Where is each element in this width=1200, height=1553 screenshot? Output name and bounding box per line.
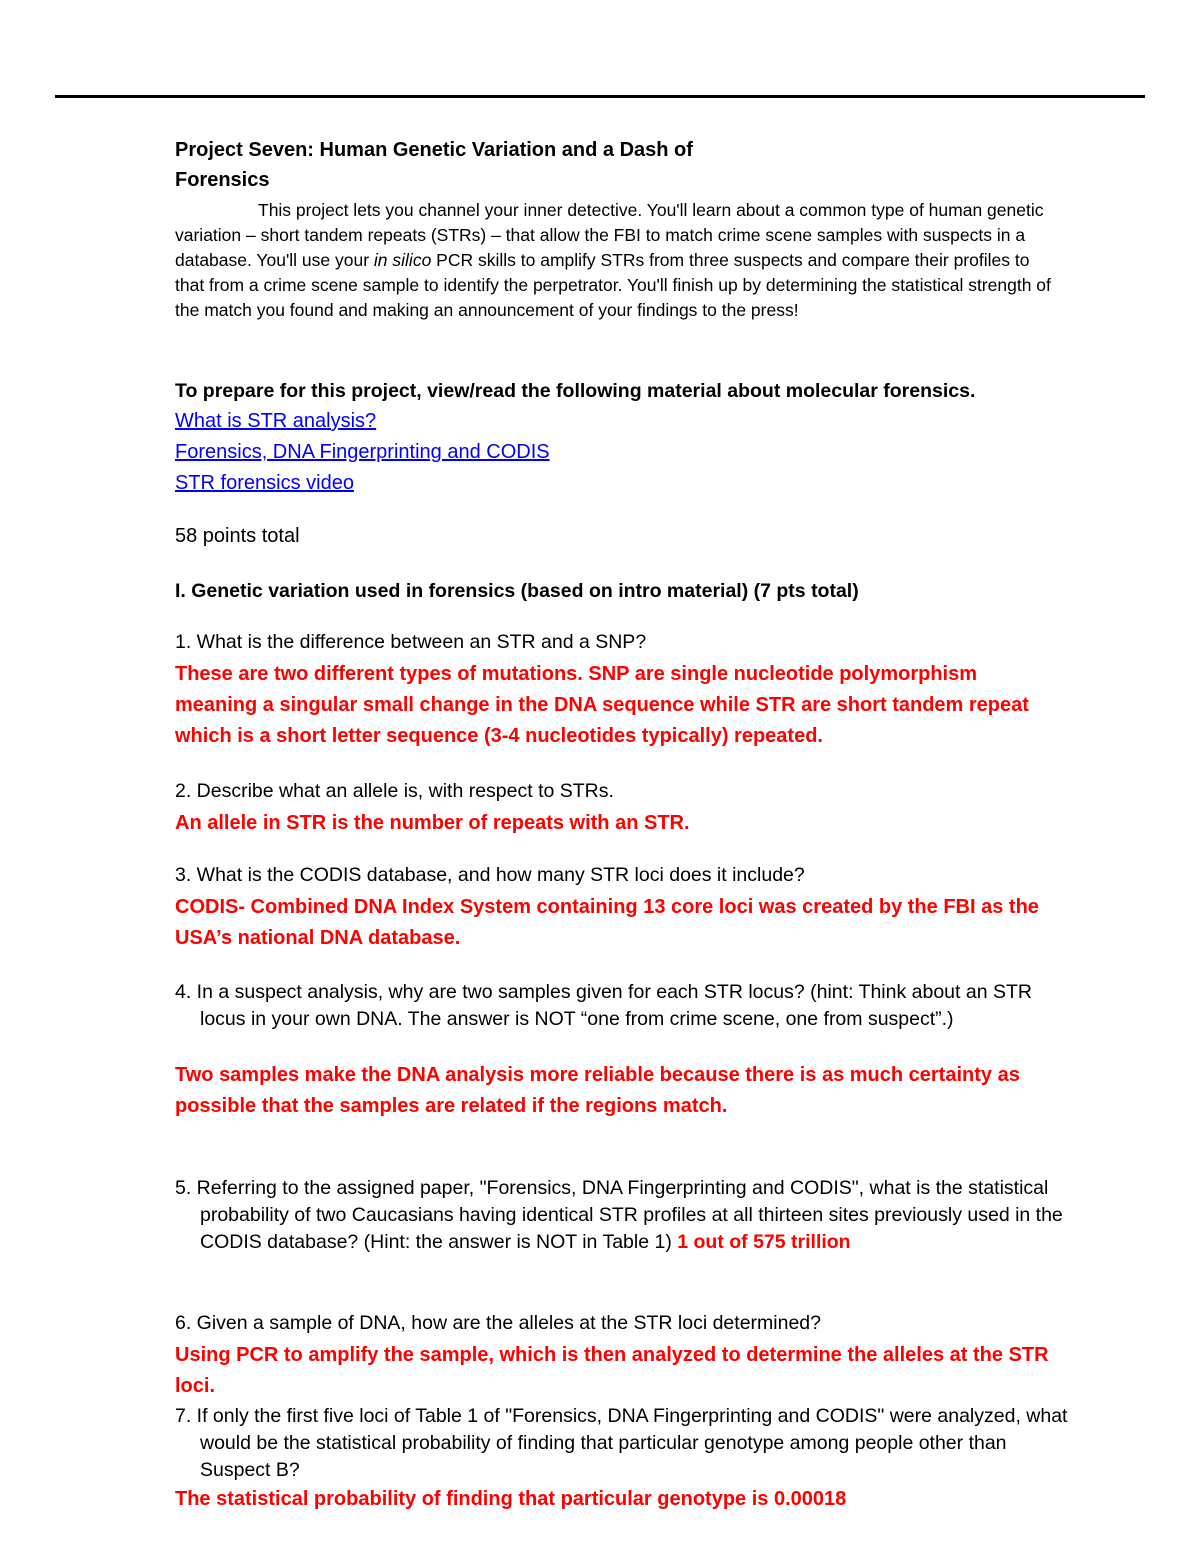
question-5-text: 5. Referring to the assigned paper, "Forensics, DNA Fingerprinting and CODIS", what is the statistical probability of two Caucasians having identical STR profiles at all thirteen sites previously used in the CODIS database? (Hint: the answer is NOT in Table 1) xyxy=(175,1177,1063,1253)
answer-5: 1 out of 575 trillion xyxy=(677,1231,851,1253)
top-horizontal-rule xyxy=(55,95,1145,98)
question-6: 6. Given a sample of DNA, how are the alleles at the STR loci determined? xyxy=(175,1312,821,1334)
page-title xyxy=(175,135,1055,195)
answer-7: The statistical probability of finding that particular genotype is 0.00018 xyxy=(175,1488,847,1510)
title-line-2: Forensics xyxy=(175,169,270,191)
answer-1: These are two different types of mutations. SNP are single nucleotide polymorphism meaning a singular small change in the DNA sequence while STR are short tandem repeat which is a short letter sequence (3-4 nucleotides typically) repeated. xyxy=(175,663,1029,747)
link-str-analysis[interactable]: What is STR analysis? xyxy=(175,410,377,432)
question-5 xyxy=(175,1175,1080,1256)
intro-italic: in silico xyxy=(373,250,432,270)
points-total: 58 points total xyxy=(175,525,300,547)
link-forensics-codis[interactable]: Forensics, DNA Fingerprinting and CODIS xyxy=(175,441,550,463)
question-4: 4. In a suspect analysis, why are two samples given for each STR locus? (hint: Think about an STR locus in your own DNA. The answer is NOT “one from crime scene, one from suspect”.) xyxy=(175,981,1032,1030)
answer-4: Two samples make the DNA analysis more reliable because there is as much certainty as possible that the samples are related if the regions match. xyxy=(175,1064,1020,1117)
answer-6: Using PCR to amplify the sample, which is then analyzed to determine the alleles at the STR loci. xyxy=(175,1344,1049,1397)
question-7: 7. If only the first five loci of Table 1 of "Forensics, DNA Fingerprinting and CODIS" were analyzed, what would be the statistical probability of finding that particular genotype among people other than Suspect B? xyxy=(175,1405,1068,1481)
answer-2: An allele in STR is the number of repeats with an STR. xyxy=(175,812,690,834)
title-line-1: Project Seven: Human Genetic Variation and a Dash of xyxy=(175,139,693,161)
intro-paragraph xyxy=(175,198,1055,323)
intro-text-2: PCR skills to amplify STRs from three suspects and compare their profiles to that from a crime scene sample to identify the perpetrator. You'll finish up by determining the statistical strength of the match you found and making an announcement of your findings to the press! xyxy=(175,250,1051,320)
prepare-heading: To prepare for this project, view/read the following material about molecular forensics. xyxy=(175,380,976,402)
question-1: 1. What is the difference between an STR and a SNP? xyxy=(175,631,647,653)
answer-3: CODIS- Combined DNA Index System containing 13 core loci was created by the FBI as the USA’s national DNA database. xyxy=(175,896,1039,949)
intro-text-1: This project lets you channel your inner detective. You'll learn about a common type of human genetic variation – short tandem repeats (STRs) – that allow the FBI to match crime scene samples with suspects in a database. You'll use your xyxy=(175,200,1044,270)
question-3: 3. What is the CODIS database, and how many STR loci does it include? xyxy=(175,864,805,886)
section-heading: I. Genetic variation used in forensics (based on intro material) (7 pts total) xyxy=(175,580,859,602)
question-2: 2. Describe what an allele is, with respect to STRs. xyxy=(175,780,614,802)
link-str-video[interactable]: STR forensics video xyxy=(175,472,354,494)
